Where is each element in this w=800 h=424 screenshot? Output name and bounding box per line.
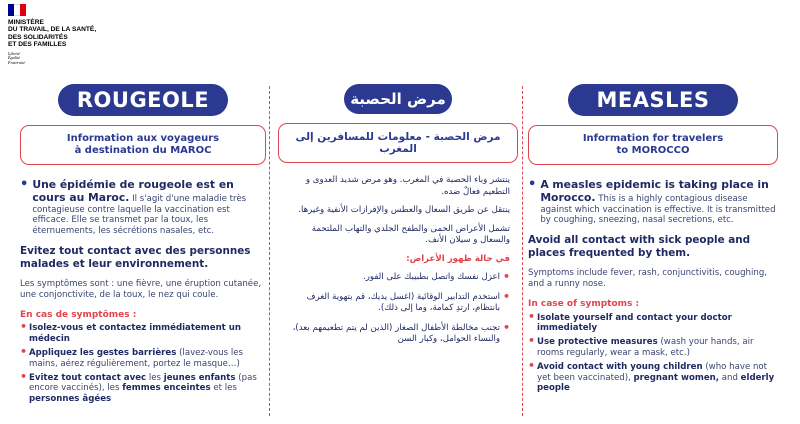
french-symptoms: Les symptômes sont : une fièvre, une éruption cutanée, une conjonctivite, de la toux, le nez qui coule. <box>20 278 262 300</box>
list-item: • Avoid contact with young children (who have not yet been vaccinated), pregnant women, and elderly people <box>528 362 778 394</box>
english-symptoms: Symptoms include fever, rash, conjunctivitis, coughing, and a runny nose. <box>528 268 768 289</box>
english-lead: • A measles epidemic is taking place in Morocco. This is a highly contagious disease against which vaccination is effective. It is transmitted by coughing, sneezing, nasal secretions, etc. <box>528 177 776 226</box>
list-item: • استخدم التدابير الوقائية (اغسل يديك، قم بتهوية الغرف بانتظام، ارتدِ كمامة، وما إلى ذلك). <box>286 292 510 315</box>
list-item: • Evitez tout contact avec les jeunes enfants (pas encore vaccinés), les femmes enceintes et les personnes âgées <box>20 373 266 405</box>
list-item: • Appliquez les gestes barrières (lavez-vous les mains, aérez régulièrement, portez le masque…) <box>20 348 266 370</box>
french-subtitle: Information aux voyageurs à destination du MAROC <box>20 125 266 165</box>
french-title: ROUGEOLE <box>58 84 228 116</box>
list-item: • تجنب مخالطة الأطفال الصغار (الذين لم يتم تطعيمهم بعد)، والنساء الحوامل، وكبار السن <box>286 323 510 346</box>
list-item: • اعزل نفسك واتصل بطبيبك على الفور. <box>286 272 510 284</box>
english-column <box>528 84 778 397</box>
ministry-name: MINISTÈRE DU TRAVAIL, DE LA SANTÉ, DES SOLIDARITÉS ET DES FAMILLES <box>8 19 97 49</box>
bullet-icon: • <box>528 177 537 192</box>
english-title: MEASLES <box>568 84 738 116</box>
list-item: • Isolate yourself and contact your doctor immediately <box>528 313 778 335</box>
arabic-paragraph: ينتقل عن طريق السعال والعطس والإفرازات الأنفية وغيرها. <box>298 205 510 215</box>
french-case-title: En cas de symptômes : <box>20 309 137 320</box>
column-divider <box>269 86 270 416</box>
arabic-column <box>278 84 518 354</box>
ministry-logo <box>8 4 148 66</box>
french-avoid-contact: Evitez tout contact avec des personnes malades et leur environnement. <box>20 244 251 270</box>
list-item: • Use protective measures (wash your hands, air rooms regularly, wear a mask, etc.) <box>528 337 778 359</box>
english-subtitle: Information for travelers to MOROCCO <box>528 125 778 165</box>
republic-motto: Liberté Égalité Fraternité <box>8 50 26 66</box>
english-case-title: In case of symptoms : <box>528 298 640 309</box>
english-avoid-contact: Avoid all contact with sick people and places frequented by them. <box>528 234 751 260</box>
list-item: • Isolez-vous et contactez immédiatement un médecin <box>20 323 266 345</box>
arabic-case-title: في حالة ظهور الأعراض: <box>406 253 510 264</box>
arabic-paragraph: تشمل الأعراض الحمى والطفح الجلدي والتهاب الملتحمة والسعال و سيلان الأنف. <box>311 223 510 245</box>
french-lead: • Une épidémie de rougeole est en cours au Maroc. Il s'agit d'une maladie très contagieuse contre laquelle la vaccination est efficace. Elle se transmet par la toux, les éternuements, les sécrétions nasales, etc. <box>20 177 247 237</box>
french-actions-list <box>20 323 266 405</box>
arabic-subtitle: مرض الحصبة - معلومات للمسافرين إلى المغرب <box>278 123 518 163</box>
arabic-actions-list <box>286 272 510 346</box>
english-actions-list <box>528 313 778 395</box>
bullet-icon: • <box>20 177 29 192</box>
arabic-paragraph: ينتشر وباء الحصبة في المغرب. وهو مرض شديد العدوى و التطعيم فعالٌ ضده. <box>305 175 510 197</box>
column-divider <box>522 86 523 416</box>
french-flag-icon <box>8 4 26 16</box>
french-column <box>20 84 266 408</box>
arabic-title: مرض الحصبة <box>344 84 452 114</box>
